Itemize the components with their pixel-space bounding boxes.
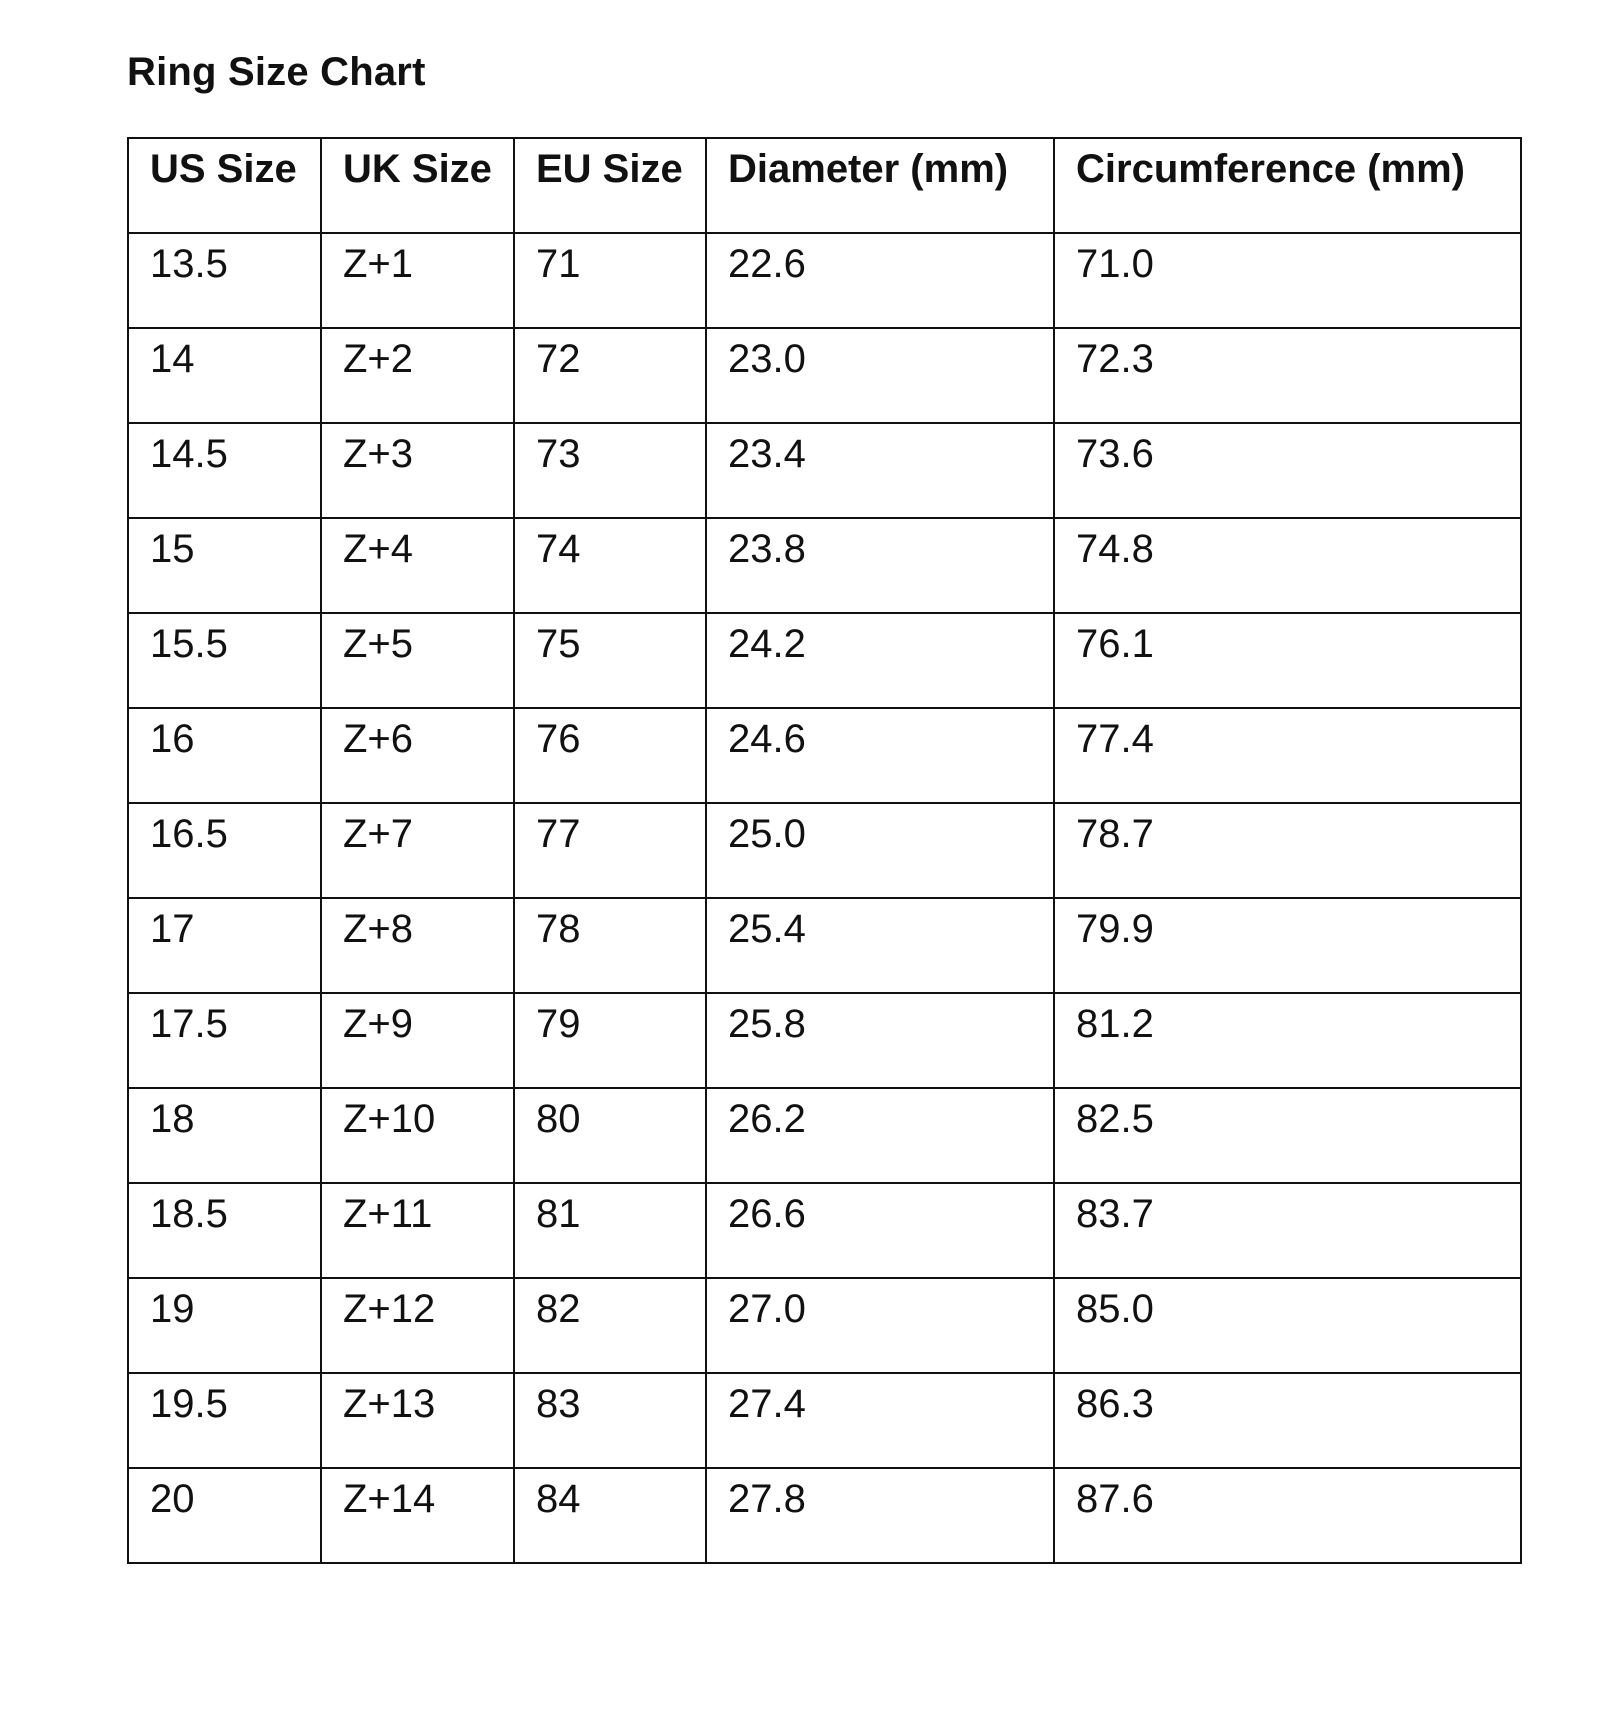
table-row <box>128 993 1521 1088</box>
cell-us-size: 20 <box>128 1468 321 1563</box>
cell-us-size: 15 <box>128 518 321 613</box>
cell-diameter: 27.8 <box>706 1468 1054 1563</box>
cell-circumference: 83.7 <box>1054 1183 1521 1278</box>
cell-uk-size: Z+1 <box>321 233 514 328</box>
table-row <box>128 423 1521 518</box>
table-row <box>128 1088 1521 1183</box>
cell-eu-size: 77 <box>514 803 706 898</box>
cell-diameter: 23.0 <box>706 328 1054 423</box>
cell-eu-size: 75 <box>514 613 706 708</box>
cell-diameter: 25.4 <box>706 898 1054 993</box>
cell-us-size: 16.5 <box>128 803 321 898</box>
cell-us-size: 17 <box>128 898 321 993</box>
cell-diameter: 24.6 <box>706 708 1054 803</box>
cell-diameter: 26.2 <box>706 1088 1054 1183</box>
cell-uk-size: Z+4 <box>321 518 514 613</box>
cell-uk-size: Z+12 <box>321 1278 514 1373</box>
cell-eu-size: 82 <box>514 1278 706 1373</box>
cell-diameter: 23.8 <box>706 518 1054 613</box>
table-row <box>128 1278 1521 1373</box>
cell-circumference: 82.5 <box>1054 1088 1521 1183</box>
cell-diameter: 23.4 <box>706 423 1054 518</box>
cell-us-size: 13.5 <box>128 233 321 328</box>
cell-us-size: 15.5 <box>128 613 321 708</box>
header-circumference: Circumference (mm) <box>1054 138 1521 233</box>
cell-eu-size: 74 <box>514 518 706 613</box>
cell-us-size: 18.5 <box>128 1183 321 1278</box>
table-row <box>128 708 1521 803</box>
cell-circumference: 72.3 <box>1054 328 1521 423</box>
table-row <box>128 803 1521 898</box>
header-eu-size: EU Size <box>514 138 706 233</box>
cell-diameter: 25.0 <box>706 803 1054 898</box>
cell-circumference: 71.0 <box>1054 233 1521 328</box>
cell-eu-size: 71 <box>514 233 706 328</box>
cell-uk-size: Z+7 <box>321 803 514 898</box>
cell-circumference: 86.3 <box>1054 1373 1521 1468</box>
table-row <box>128 328 1521 423</box>
cell-uk-size: Z+6 <box>321 708 514 803</box>
cell-diameter: 25.8 <box>706 993 1054 1088</box>
cell-uk-size: Z+5 <box>321 613 514 708</box>
table-row <box>128 1183 1521 1278</box>
cell-us-size: 14 <box>128 328 321 423</box>
cell-eu-size: 80 <box>514 1088 706 1183</box>
table-row <box>128 898 1521 993</box>
cell-diameter: 22.6 <box>706 233 1054 328</box>
cell-us-size: 18 <box>128 1088 321 1183</box>
cell-us-size: 19.5 <box>128 1373 321 1468</box>
cell-circumference: 77.4 <box>1054 708 1521 803</box>
cell-circumference: 87.6 <box>1054 1468 1521 1563</box>
table-row <box>128 233 1521 328</box>
cell-circumference: 76.1 <box>1054 613 1521 708</box>
cell-uk-size: Z+11 <box>321 1183 514 1278</box>
cell-eu-size: 79 <box>514 993 706 1088</box>
header-us-size: US Size <box>128 138 321 233</box>
cell-circumference: 73.6 <box>1054 423 1521 518</box>
cell-diameter: 26.6 <box>706 1183 1054 1278</box>
cell-eu-size: 81 <box>514 1183 706 1278</box>
cell-eu-size: 72 <box>514 328 706 423</box>
cell-eu-size: 76 <box>514 708 706 803</box>
table-row <box>128 518 1521 613</box>
cell-us-size: 19 <box>128 1278 321 1373</box>
cell-us-size: 14.5 <box>128 423 321 518</box>
cell-eu-size: 83 <box>514 1373 706 1468</box>
cell-circumference: 81.2 <box>1054 993 1521 1088</box>
cell-diameter: 27.4 <box>706 1373 1054 1468</box>
cell-uk-size: Z+10 <box>321 1088 514 1183</box>
cell-circumference: 74.8 <box>1054 518 1521 613</box>
header-uk-size: UK Size <box>321 138 514 233</box>
cell-eu-size: 84 <box>514 1468 706 1563</box>
header-diameter: Diameter (mm) <box>706 138 1054 233</box>
cell-circumference: 79.9 <box>1054 898 1521 993</box>
cell-uk-size: Z+14 <box>321 1468 514 1563</box>
table-body <box>128 233 1521 1563</box>
page-title: Ring Size Chart <box>127 50 426 94</box>
cell-diameter: 27.0 <box>706 1278 1054 1373</box>
header-row <box>128 138 1521 233</box>
cell-us-size: 17.5 <box>128 993 321 1088</box>
cell-uk-size: Z+2 <box>321 328 514 423</box>
table-row <box>128 1373 1521 1468</box>
cell-circumference: 78.7 <box>1054 803 1521 898</box>
table-row <box>128 613 1521 708</box>
cell-us-size: 16 <box>128 708 321 803</box>
cell-uk-size: Z+3 <box>321 423 514 518</box>
table-header <box>128 138 1521 233</box>
cell-uk-size: Z+13 <box>321 1373 514 1468</box>
cell-circumference: 85.0 <box>1054 1278 1521 1373</box>
cell-eu-size: 73 <box>514 423 706 518</box>
table-row <box>128 1468 1521 1563</box>
cell-eu-size: 78 <box>514 898 706 993</box>
cell-uk-size: Z+9 <box>321 993 514 1088</box>
ring-size-table <box>127 137 1522 1564</box>
cell-diameter: 24.2 <box>706 613 1054 708</box>
cell-uk-size: Z+8 <box>321 898 514 993</box>
